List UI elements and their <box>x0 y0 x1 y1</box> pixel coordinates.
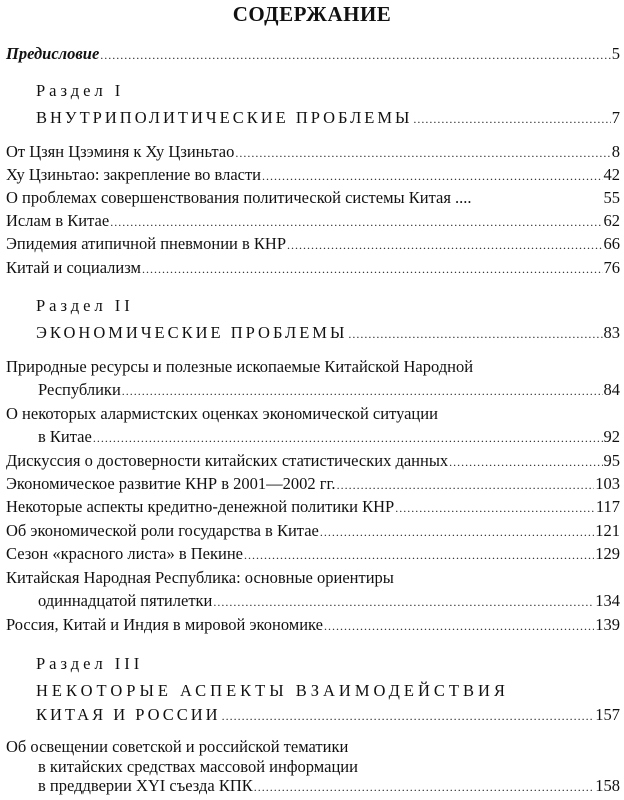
leader-dots <box>449 455 602 470</box>
section-heading[interactable] <box>36 705 620 727</box>
toc-page-number: 129 <box>595 544 620 563</box>
leader-dots <box>337 478 595 493</box>
toc-entry-text: Китай и социализм <box>6 258 141 277</box>
leader-dots <box>244 548 594 563</box>
toc-entry-text: От Цзян Цзэминя к Ху Цзиньтао <box>6 142 235 161</box>
toc-page-number: 158 <box>595 776 620 795</box>
leader-dots <box>395 501 595 516</box>
toc-entry[interactable] <box>38 776 620 798</box>
leader-dots <box>93 431 603 446</box>
toc-entry[interactable] <box>6 544 620 566</box>
section-heading-text: КИТАЯ И РОССИИ <box>36 705 221 724</box>
section-heading[interactable] <box>36 108 620 130</box>
toc-page-number: 95 <box>603 451 620 470</box>
toc-entry-preface[interactable] <box>6 44 620 66</box>
toc-page-number: 66 <box>603 234 620 253</box>
page-title: СОДЕРЖАНИЕ <box>232 2 392 26</box>
leader-dots <box>222 709 595 724</box>
leader-dots <box>235 146 610 161</box>
toc-entry-text: в китайских средствах массовой информации <box>38 757 358 776</box>
toc-page-number: 157 <box>595 705 620 724</box>
section-heading[interactable] <box>36 323 620 345</box>
leader-dots <box>348 327 602 342</box>
toc-page-number: 121 <box>595 521 620 540</box>
leader-dots <box>287 238 602 253</box>
toc-entry[interactable] <box>6 211 620 233</box>
toc-entry[interactable] <box>6 258 620 280</box>
leader-dots <box>213 595 594 610</box>
section-label: Раздел I <box>36 81 125 100</box>
toc-entry[interactable] <box>6 521 620 543</box>
toc-page-number: 8 <box>611 142 620 161</box>
leader-dots <box>142 262 603 277</box>
toc-entry-text: О проблемах совершенствования политической системы Китая .... <box>6 188 472 207</box>
toc-page-number: 76 <box>603 258 620 277</box>
toc-page-number: 55 <box>603 188 620 207</box>
toc-entry[interactable] <box>6 615 620 637</box>
toc-entry[interactable] <box>6 451 620 473</box>
toc-entry[interactable] <box>6 497 620 519</box>
leader-dots <box>262 169 602 184</box>
toc-page-number: 117 <box>595 497 620 516</box>
leader-dots <box>413 112 610 127</box>
toc-entry[interactable] <box>6 474 620 496</box>
toc-entry-text: Республики <box>38 380 121 399</box>
toc-page-number: 84 <box>603 380 620 399</box>
section-heading-text: ВНУТРИПОЛИТИЧЕСКИЕ ПРОБЛЕМЫ <box>36 108 413 127</box>
leader-dots <box>110 215 602 230</box>
toc-entry-text: Предисловие <box>6 44 100 63</box>
toc-entry-text: Природные ресурсы и полезные ископаемые Китайской Народной <box>6 357 474 376</box>
toc-entry[interactable] <box>38 427 620 449</box>
toc-entry[interactable] <box>6 234 620 256</box>
section-heading-text: ЭКОНОМИЧЕСКИЕ ПРОБЛЕМЫ <box>36 323 348 342</box>
toc-entry-text: Некоторые аспекты кредитно-денежной политики КНР <box>6 497 395 516</box>
toc-entry-text: Экономическое развитие КНР в 2001—2002 гг. <box>6 474 336 493</box>
toc-entry-text: Китайская Народная Республика: основные ориентиры <box>6 568 394 587</box>
toc-entry-text: Ху Цзиньтао: закрепление во власти <box>6 165 262 184</box>
toc-entry-text: в преддверии XYI съезда КПК <box>38 776 253 795</box>
toc-entry[interactable] <box>6 142 620 164</box>
section-label: Раздел III <box>36 654 144 673</box>
toc-entry[interactable] <box>38 380 620 402</box>
toc-page-number: 134 <box>595 591 620 610</box>
toc-entry-text: Об экономической роли государства в Китае <box>6 521 319 540</box>
toc-entry-text: Дискуссия о достоверности китайских статистических данных <box>6 451 449 470</box>
toc-entry-text: Об освещении советской и российской тематики <box>6 737 349 756</box>
toc-page-number: 42 <box>603 165 620 184</box>
toc-entry[interactable] <box>6 165 620 187</box>
toc-entry-text: в Китае <box>38 427 92 446</box>
toc-entry-text: Ислам в Китае <box>6 211 110 230</box>
toc-entry-text: Россия, Китай и Индия в мировой экономике <box>6 615 323 634</box>
toc-page-number: 7 <box>611 108 620 127</box>
leader-dots <box>324 619 594 634</box>
toc-entry[interactable] <box>38 591 620 613</box>
toc-entry-text: Эпидемия атипичной пневмонии в КНР <box>6 234 287 253</box>
toc-entry[interactable] <box>6 188 620 210</box>
toc-page-number: 5 <box>611 44 620 63</box>
leader-dots <box>320 525 594 540</box>
toc-entry-text: О некоторых алармистских оценках экономической ситуации <box>6 404 438 423</box>
toc-page-number: 139 <box>595 615 620 634</box>
leader-dots <box>254 780 594 795</box>
toc-page-number: 103 <box>595 474 620 493</box>
leader-dots <box>100 48 610 63</box>
section-heading-line: НЕКОТОРЫЕ АСПЕКТЫ ВЗАИМОДЕЙСТВИЯ <box>36 681 509 700</box>
toc-entry-text: одиннадцатой пятилетки <box>38 591 213 610</box>
leader-dots <box>122 384 603 399</box>
section-label: Раздел II <box>36 296 134 315</box>
toc-page-number: 62 <box>603 211 620 230</box>
toc-page-number: 92 <box>603 427 620 446</box>
toc-page-number: 83 <box>603 323 620 342</box>
toc-entry-text: Сезон «красного листа» в Пекине <box>6 544 243 563</box>
